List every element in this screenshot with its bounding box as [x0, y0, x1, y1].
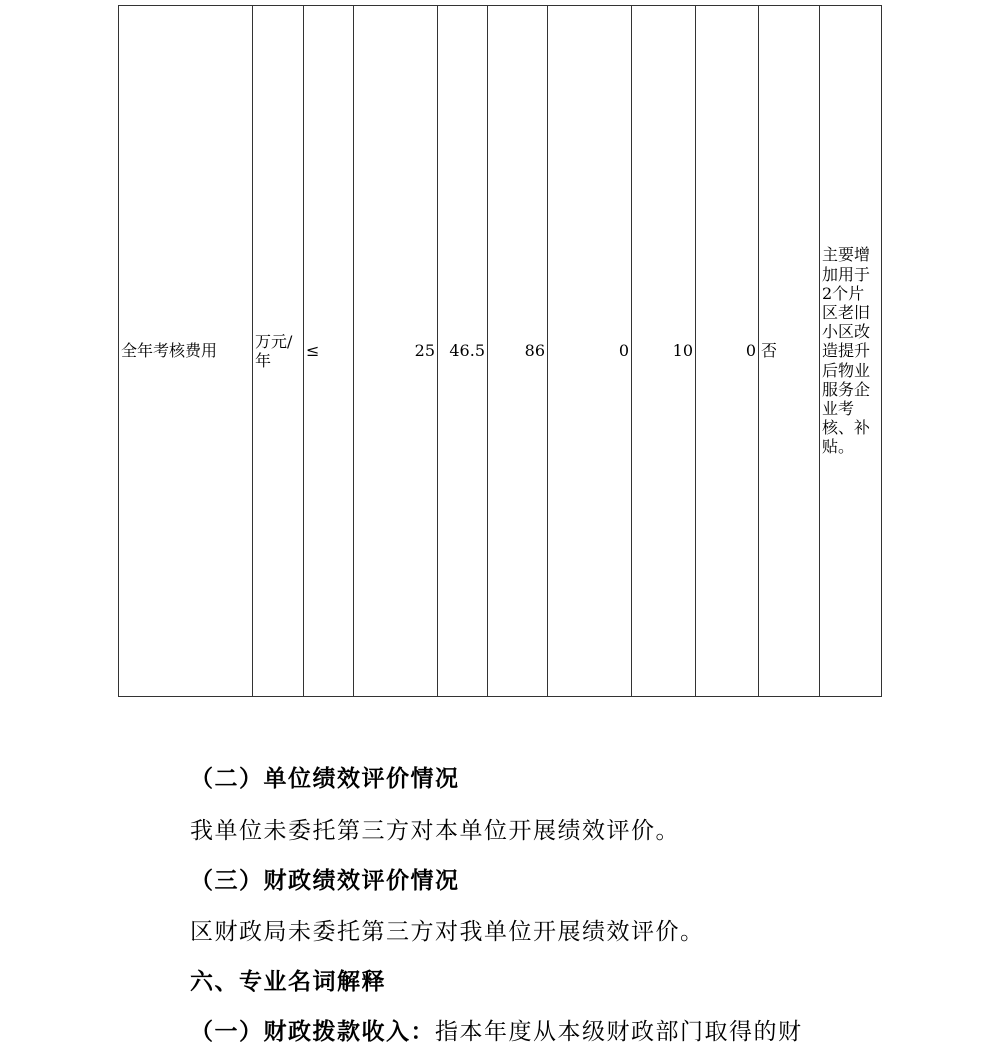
value-cell: 46.5	[438, 6, 488, 697]
indicator-name-cell: 全年考核费用	[119, 6, 253, 697]
operator-cell: ≤	[304, 6, 354, 697]
definition-1-term: （一）财政拨款收入：	[190, 1018, 435, 1045]
section-2-body: 我单位未委托第三方对本单位开展绩效评价。	[190, 818, 680, 844]
section-3-body: 区财政局未委托第三方对我单位开展绩效评价。	[190, 919, 705, 945]
value-cell: 86	[488, 6, 548, 697]
definition-1	[190, 1013, 803, 1046]
value-cell: 0	[548, 6, 632, 697]
value-cell: 25	[354, 6, 438, 697]
unit-cell: 万元/年	[253, 6, 304, 697]
value-cell: 0	[696, 6, 759, 697]
performance-indicator-table	[118, 5, 882, 697]
table-row	[119, 6, 882, 697]
section-2-title: （二）单位绩效评价情况	[190, 765, 460, 792]
note-cell: 主要增加用于2个片区老旧小区改造提升后物业服务企业考核、补贴。	[820, 6, 882, 697]
section-6-title: 六、专业名词解释	[190, 969, 386, 995]
flag-cell: 否	[759, 6, 820, 697]
definition-1-text: 指本年度从本级财政部门取得的财	[435, 1019, 803, 1045]
section-3-title: （三）财政绩效评价情况	[190, 867, 460, 894]
value-cell: 10	[632, 6, 696, 697]
